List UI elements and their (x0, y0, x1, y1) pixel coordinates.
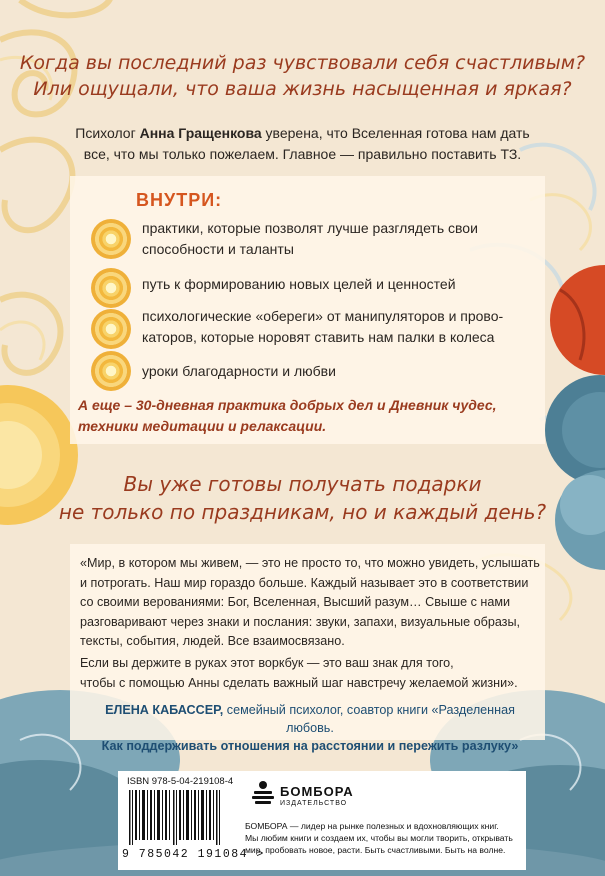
quote-paragraph-1 (80, 554, 540, 652)
intro-line1 (40, 123, 565, 144)
headline-top-line2: Или ощущали, что ваша жизнь насыщенная и яркая? (33, 78, 572, 100)
inside-item (142, 274, 542, 295)
headline-top (0, 50, 605, 102)
quote-author-desc: семейный психолог, соавтор книги «Разделенная любовь. (223, 703, 515, 735)
barcode-number: 9 785042 191084 > (122, 848, 265, 861)
headline-mid-line1: Вы уже готовы получать подарки (123, 472, 482, 496)
quote-line: Если вы держите в руках этот воркбук — это ваш знак для того, (80, 656, 454, 670)
intro-suffix: уверена, что Вселенная готова нам дать (261, 125, 530, 141)
publisher-description (245, 820, 520, 856)
inside-bonus (78, 395, 543, 437)
intro-line2: все, что мы только пожелаем. Главное — правильно поставить ТЗ. (83, 146, 522, 162)
publisher-desc-line: мир, пробовать новое, расти. Быть счастливыми. Быть на волне. (245, 845, 506, 855)
quote-line: тексты, события, людей. Все взаимосвязано. (80, 634, 345, 648)
inside-item-line1: уроки благодарности и любви (142, 363, 336, 379)
bullet-sun-icon (91, 351, 131, 391)
headline-mid-line2: не только по праздникам, но и каждый день? (58, 500, 547, 524)
inside-item-line2: каторов, которые норовят ставить нам палки в колеса (142, 329, 495, 345)
inside-title: ВНУТРИ: (136, 190, 223, 210)
inside-bonus-line2: техники медитации и релаксации. (78, 418, 327, 434)
quote-line: со своими верованиями: Бог, Вселенная, Высший разум… Свыше с нами (80, 595, 511, 609)
intro-paragraph (40, 123, 565, 165)
headline-mid (0, 470, 605, 526)
inside-item-line1: практики, которые позволят лучше разглядеть свои (142, 220, 478, 236)
quote-paragraph-2 (80, 654, 540, 693)
bullet-sun-icon (91, 268, 131, 308)
quote-line: и потрогать. Наш мир гораздо больше. Каждый называет это в соответствии (80, 575, 529, 590)
isbn-label: ISBN 978-5-04-219108-4 (127, 776, 234, 787)
publisher-sub: ИЗДАТЕЛЬСТВО (280, 800, 348, 807)
inside-item-line1: психологические «обереги» от манипуляторов и прово- (142, 308, 504, 324)
publisher-desc-line: Мы любим книги и создаем их, чтобы вы могли творить, открывать (245, 833, 513, 843)
quote-author-line1 (80, 701, 540, 737)
inside-item-line2: способности и таланты (142, 241, 294, 257)
bullet-sun-icon (91, 219, 131, 259)
publisher-name: БОМБОРА (280, 784, 354, 799)
quote-author-line2: Как поддерживать отношения на расстоянии и пережить разлуку» (101, 739, 519, 753)
inside-item (142, 306, 542, 348)
quote-line: разговаривают через знаки и послания: звуки, запахи, визуальные образы, (80, 614, 521, 629)
barcode-graphic (129, 790, 229, 845)
bullet-sun-icon (91, 309, 131, 349)
inside-item-line1: путь к формированию новых целей и ценностей (142, 276, 456, 292)
publisher-desc-line: БОМБОРА — лидер на рынке полезных и вдохновляющих книг. (245, 821, 499, 831)
intro-author: Анна Гращенкова (139, 125, 262, 141)
quote-author-name: ЕЛЕНА КАБАССЕР, (105, 703, 224, 717)
quote-line: «Мир, в котором мы живем, — это не просто то, что можно увидеть, услышать (80, 556, 540, 570)
headline-top-line1: Когда вы последний раз чувствовали себя счастливым? (19, 52, 586, 74)
quote-author (80, 701, 540, 755)
intro-prefix: Психолог (75, 125, 140, 141)
bombora-logo-icon (250, 780, 276, 808)
inside-item (142, 361, 542, 382)
inside-item (142, 218, 542, 260)
quote-line: чтобы с помощью Анны сделать важный шаг навстречу желаемой жизни». (80, 675, 518, 690)
inside-bonus-line1: А еще – 30-дневная практика добрых дел и Дневник чудес, (78, 397, 497, 413)
